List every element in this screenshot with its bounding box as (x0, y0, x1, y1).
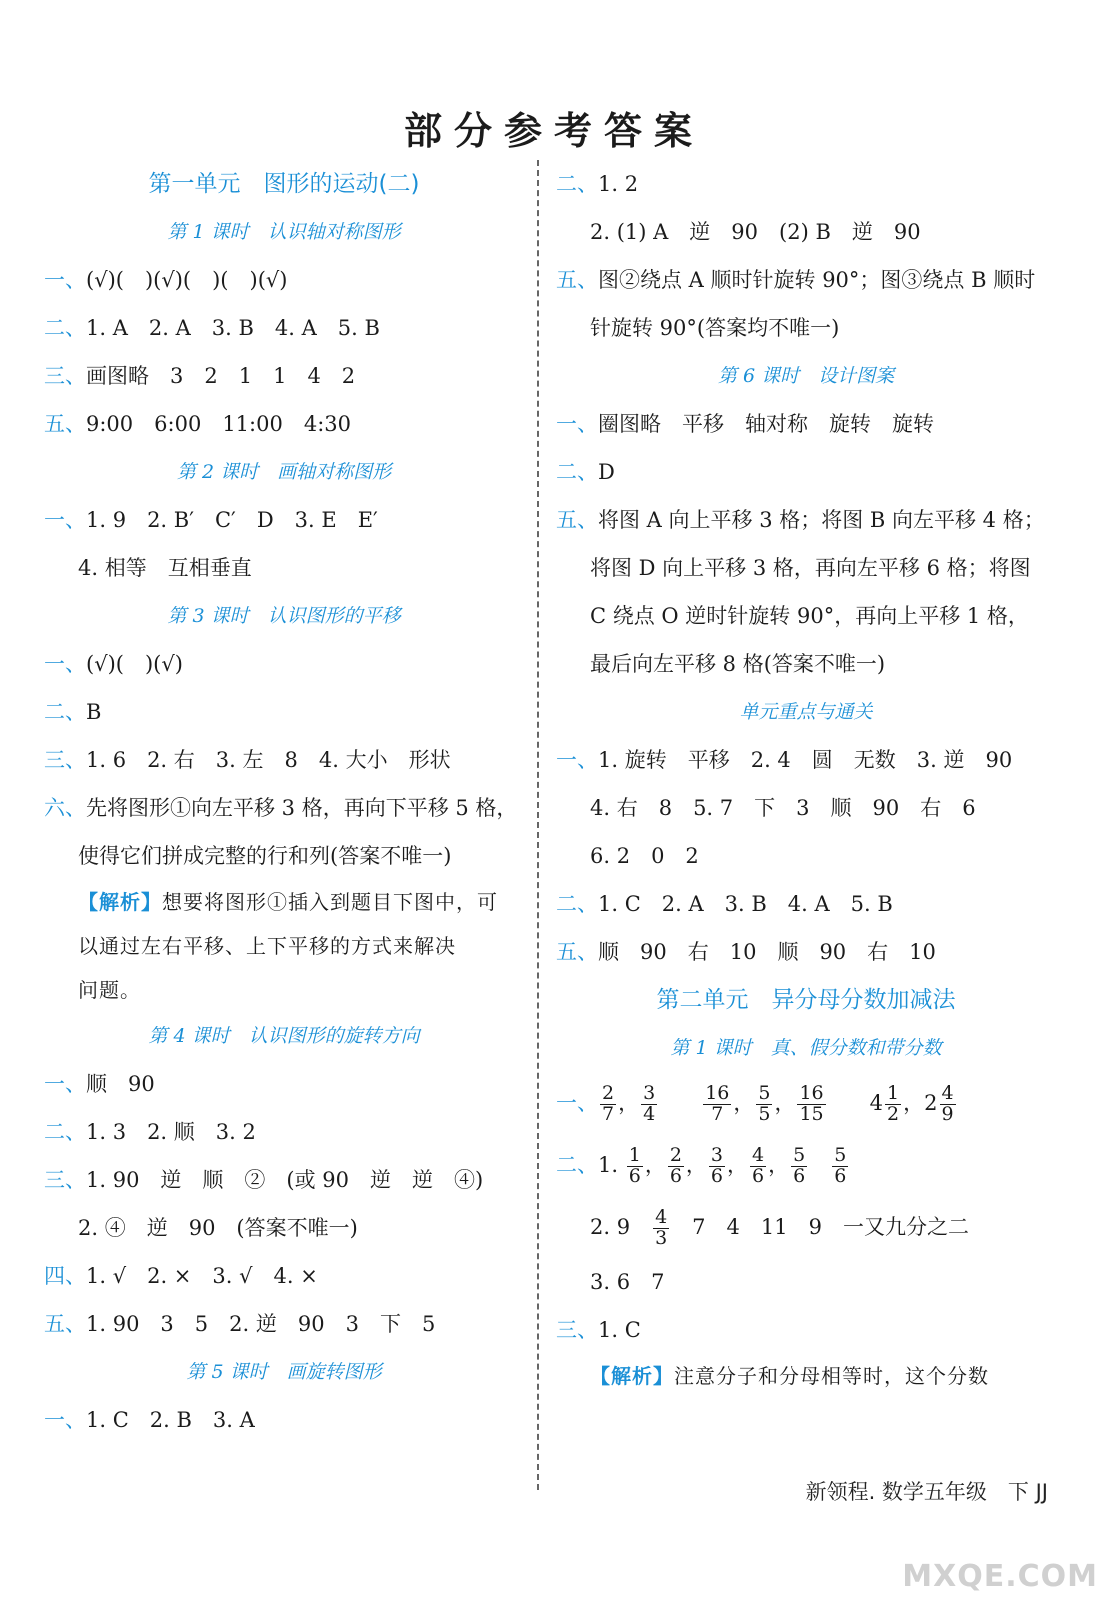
analysis-note (44, 880, 524, 924)
fraction (797, 1084, 825, 1125)
fraction (940, 1084, 956, 1125)
answer-line (44, 832, 524, 880)
denominator: 9 (941, 1103, 954, 1125)
answer-line (44, 688, 524, 736)
answer-line (556, 400, 1056, 448)
lesson-heading: 第 5 课时 画旋转图形 (186, 1361, 382, 1383)
question-number: 二、 (556, 460, 598, 484)
answer-line (556, 544, 1056, 592)
answer-text: 1. A 2. A 3. B 4. A 5. B (86, 316, 380, 340)
question-number: 六、 (44, 796, 86, 820)
analysis-text: 想要将图形①插入到题目下图中，可 (162, 890, 498, 914)
answer-line (556, 304, 1056, 352)
answer-text: 1. C 2. B 3. A (86, 1408, 255, 1432)
answer-line (556, 448, 1056, 496)
numerator: 4 (655, 1206, 668, 1229)
answer-line (556, 1258, 1056, 1306)
answer-line (556, 208, 1056, 256)
analysis-note (44, 968, 524, 1012)
fraction (653, 1208, 669, 1249)
answer-text: 4. 右 8 5. 7 下 3 顺 90 右 6 (590, 796, 976, 820)
fraction-answer-line (556, 1072, 1056, 1134)
numerator: 5 (758, 1082, 771, 1105)
answer-line (556, 256, 1056, 304)
answer-text: 4 (827, 1091, 884, 1115)
answer-line (44, 256, 524, 304)
answer-text: 1. C 2. A 3. B 4. A 5. B (598, 892, 893, 916)
answer-line (44, 1252, 524, 1300)
answer-text: B (86, 700, 102, 724)
answer-text: ， (768, 1153, 790, 1177)
question-number: 五、 (556, 508, 598, 532)
numerator: 2 (669, 1144, 682, 1167)
answer-text: ， (618, 1091, 640, 1115)
answer-text: 使得它们拼成完整的行和列(答案不唯一) (78, 844, 452, 868)
answer-text: (√)( )(√)( )( )(√) (86, 268, 288, 292)
answer-text: 1. 9 2. B′ C′ D 3. E E′ (86, 508, 378, 532)
answer-text: 6. 2 0 2 (590, 844, 699, 868)
answer-text: 画图略 3 2 1 1 4 2 (86, 364, 356, 388)
answer-text: ， (727, 1153, 748, 1177)
denominator: 4 (643, 1103, 656, 1125)
denominator: 6 (834, 1165, 847, 1187)
answer-line (44, 400, 524, 448)
answer-text: 将图 A 向上平移 3 格；将图 B 向左平移 4 格； (598, 508, 1045, 532)
answer-line (44, 1396, 524, 1444)
question-number: 二、 (556, 172, 598, 196)
answer-line (556, 160, 1056, 208)
answer-text: ， (733, 1091, 755, 1115)
answer-text: ，2 (903, 1091, 938, 1115)
answer-text: 7 4 11 9 一又九分之二 (671, 1215, 969, 1239)
question-number: 一、 (44, 268, 86, 292)
denominator: 6 (628, 1165, 641, 1187)
answer-text: (√)( )(√) (86, 652, 183, 676)
answer-text: 顺 90 右 10 顺 90 右 10 (598, 940, 936, 964)
answer-text: 1. 6 2. 右 3. 左 8 4. 大小 形状 (86, 748, 451, 772)
denominator: 3 (655, 1227, 668, 1249)
answer-text: 1. √ 2. × 3. √ 4. × (86, 1264, 318, 1288)
answer-text: 4. 相等 互相垂直 (78, 556, 252, 580)
page-title: 部分参考答案 (403, 109, 704, 153)
fraction (703, 1084, 731, 1125)
numerator: 5 (793, 1144, 806, 1167)
question-number: 二、 (44, 700, 86, 724)
answer-line (556, 928, 1056, 976)
lesson-heading: 单元重点与通关 (739, 701, 873, 723)
fraction (791, 1146, 807, 1187)
answer-line (44, 736, 524, 784)
answer-text: 圈图略 平移 轴对称 旋转 旋转 (598, 412, 934, 436)
answer-text: 2. ④ 逆 90 (答案不唯一) (78, 1216, 358, 1240)
question-number: 一、 (556, 412, 598, 436)
denominator: 5 (758, 1103, 771, 1125)
analysis-tag: 【解析】 (590, 1364, 674, 1388)
denominator: 2 (887, 1103, 900, 1125)
fraction (668, 1146, 684, 1187)
answer-text: 先将图形①向左平移 3 格，再向下平移 5 格， (86, 796, 518, 820)
answer-text (809, 1153, 830, 1177)
question-number: 一、 (44, 508, 86, 532)
denominator: 6 (793, 1165, 806, 1187)
answer-line (44, 1060, 524, 1108)
fraction (832, 1146, 848, 1187)
lesson-heading: 第 1 课时 认识轴对称图形 (167, 221, 401, 243)
answer-line (44, 304, 524, 352)
answer-line (556, 1306, 1056, 1354)
question-number: 五、 (556, 268, 598, 292)
question-number: 一、 (556, 1091, 598, 1115)
analysis-text: 问题。 (78, 978, 141, 1002)
question-number: 五、 (44, 1312, 86, 1336)
right-column (556, 160, 1056, 1398)
numerator: 2 (602, 1082, 615, 1105)
question-number: 一、 (44, 1408, 86, 1432)
analysis-tag: 【解析】 (78, 890, 162, 914)
question-number: 一、 (44, 1072, 86, 1096)
analysis-note (44, 924, 524, 968)
answer-text: C 绕点 O 逆时针旋转 90°，再向上平移 1 格， (590, 604, 1029, 628)
fraction-answer-line (556, 1196, 1056, 1258)
fraction (641, 1084, 657, 1125)
numerator: 3 (710, 1144, 723, 1167)
question-number: 二、 (556, 892, 598, 916)
lesson-heading: 第 2 课时 画轴对称图形 (176, 461, 392, 483)
answer-text: 针旋转 90°(答案均不唯一) (590, 316, 840, 340)
left-column (44, 160, 524, 1444)
answer-text: 1. C (598, 1318, 641, 1342)
answer-text: 2. (1) A 逆 90 (2) B 逆 90 (590, 220, 921, 244)
answer-text: 2. 9 (590, 1215, 652, 1239)
answer-text: 1. 旋转 平移 2. 4 圆 无数 3. 逆 90 (598, 748, 1013, 772)
answer-text: 1. 90 逆 顺 ② (或 90 逆 逆 ④) (86, 1168, 484, 1192)
answer-line (44, 1300, 524, 1348)
denominator: 15 (799, 1103, 824, 1125)
answer-text: 图②绕点 A 顺时针旋转 90°；图③绕点 B 顺时 (598, 268, 1036, 292)
numerator: 1 (628, 1144, 641, 1167)
answer-line (44, 544, 524, 592)
denominator: 7 (602, 1103, 615, 1125)
lesson-heading: 第 1 课时 真、假分数和带分数 (670, 1037, 942, 1059)
question-number: 三、 (44, 748, 86, 772)
answer-text: ， (644, 1153, 666, 1177)
numerator: 5 (834, 1144, 847, 1167)
question-number: 二、 (556, 1153, 598, 1177)
numerator: 16 (799, 1082, 824, 1105)
analysis-note (556, 1354, 1056, 1398)
answer-line (44, 784, 524, 832)
fraction (885, 1084, 901, 1125)
numerator: 16 (705, 1082, 730, 1105)
answer-line (556, 880, 1056, 928)
column-divider (537, 160, 539, 1490)
answer-line (44, 640, 524, 688)
analysis-text: 注意分子和分母相等时，这个分数 (674, 1364, 989, 1388)
question-number: 三、 (44, 364, 86, 388)
answer-line (556, 784, 1056, 832)
lesson-heading: 第 6 课时 设计图案 (717, 365, 895, 387)
answer-line (44, 1204, 524, 1252)
denominator: 6 (752, 1165, 765, 1187)
answer-line (44, 496, 524, 544)
question-number: 五、 (556, 940, 598, 964)
fraction (756, 1084, 772, 1125)
fraction-answer-line (556, 1134, 1056, 1196)
answer-line (556, 592, 1056, 640)
unit-heading: 第一单元 图形的运动(二) (148, 171, 420, 197)
fraction (627, 1146, 643, 1187)
watermark: MXQE.COM (902, 1559, 1098, 1594)
answer-text: 1. (598, 1153, 625, 1177)
answer-line (556, 496, 1056, 544)
denominator: 6 (669, 1165, 682, 1187)
denominator: 6 (710, 1165, 723, 1187)
answer-line (44, 352, 524, 400)
answer-text: 1. 90 3 5 2. 逆 90 3 下 5 (86, 1312, 436, 1336)
answer-line (556, 640, 1056, 688)
question-number: 三、 (556, 1318, 598, 1342)
answer-text: 顺 90 (86, 1072, 155, 1096)
answer-line (556, 832, 1056, 880)
question-number: 二、 (44, 316, 86, 340)
answer-line (44, 1156, 524, 1204)
numerator: 4 (941, 1082, 954, 1105)
answer-text: D (598, 460, 615, 484)
fraction (600, 1084, 616, 1125)
answer-text: 9:00 6:00 11:00 4:30 (86, 412, 351, 436)
question-number: 一、 (44, 652, 86, 676)
denominator: 7 (711, 1103, 724, 1125)
answer-line (556, 736, 1056, 784)
answer-text: 最后向左平移 8 格(答案不唯一) (590, 652, 886, 676)
question-number: 一、 (556, 748, 598, 772)
lesson-heading: 第 3 课时 认识图形的平移 (167, 605, 401, 627)
question-number: 二、 (44, 1120, 86, 1144)
answer-text: 3. 6 7 (590, 1270, 665, 1294)
answer-text: 将图 D 向上平移 3 格，再向左平移 6 格；将图 (590, 556, 1031, 580)
unit-heading: 第二单元 异分母分数加减法 (656, 987, 956, 1013)
analysis-text: 以通过左右平移、上下平移的方式来解决 (78, 934, 456, 958)
numerator: 4 (752, 1144, 765, 1167)
answer-text: 1. 2 (598, 172, 639, 196)
question-number: 五、 (44, 412, 86, 436)
fraction (750, 1146, 766, 1187)
fraction (709, 1146, 725, 1187)
answer-text: ， (774, 1091, 796, 1115)
question-number: 四、 (44, 1264, 86, 1288)
answer-text: 1. 3 2. 顺 3. 2 (86, 1120, 256, 1144)
answer-text: ， (685, 1153, 707, 1177)
book-footer: 新领程. 数学五年级 下 JJ (805, 1480, 1048, 1504)
answer-text (659, 1091, 701, 1115)
answer-line (44, 1108, 524, 1156)
lesson-heading: 第 4 课时 认识图形的旋转方向 (148, 1025, 420, 1047)
question-number: 三、 (44, 1168, 86, 1192)
numerator: 3 (643, 1082, 656, 1105)
numerator: 1 (887, 1082, 900, 1105)
